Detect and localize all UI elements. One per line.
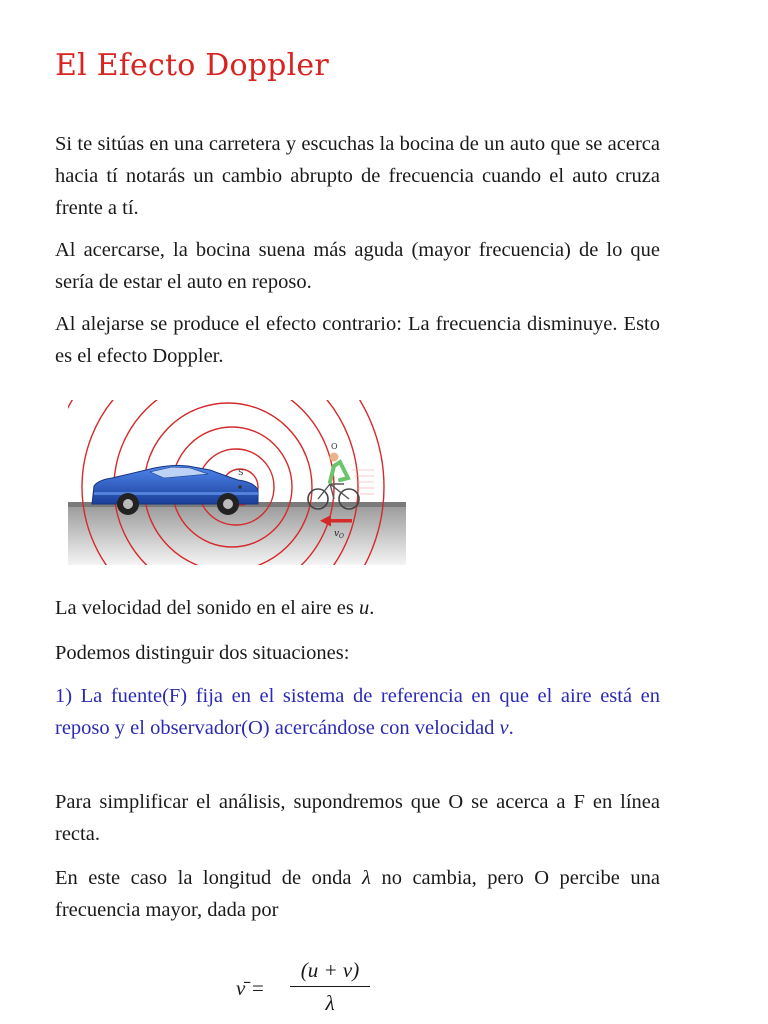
wavelength-text-a: En este caso la longitud de onda [55, 867, 363, 889]
var-u: u [358, 597, 370, 619]
case-1-text: 1) La fuente(F) fija en el sistema de referencia en que el aire está en reposo y el observador(O) acercándose con velocidad [55, 685, 660, 739]
paragraph-situations: Podemos distinguir dos situaciones: [55, 642, 350, 664]
doppler-figure [68, 400, 406, 565]
paragraph-sound-speed [55, 592, 660, 624]
formula-fraction [290, 958, 370, 1016]
var-v: v [499, 717, 509, 739]
formula-denominator: λ [325, 991, 335, 1015]
lambda-symbol: λ [362, 867, 371, 889]
velocity-subscript: O [339, 533, 344, 540]
paragraph-recede: Al alejarse se produce el efecto contrario: La frecuencia disminuye. Esto es el efecto Doppler. [55, 313, 660, 367]
doppler-illustration [68, 400, 406, 565]
sound-speed-text: La velocidad del sonido en el aire es [55, 597, 359, 619]
source-label: S [238, 468, 244, 477]
doppler-formula [236, 958, 436, 1018]
paragraph-simplify: Para simplificar el análisis, supondremos que O se acerca a F en línea recta. [55, 791, 660, 845]
paragraph-approach: Al acercarse, la bocina suena más aguda (mayor frecuencia) de lo que sería de estar el auto en reposo. [55, 239, 660, 293]
paragraph-intro: Si te sitúas en una carretera y escuchas la bocina de un auto que se acerca hacia tí notarás un cambio abrupto de frecuencia cuando el auto cruza frente a tí. [55, 133, 660, 219]
sound-speed-end: . [369, 597, 375, 619]
paragraph-wavelength [55, 862, 660, 926]
paragraph-case-1 [55, 680, 660, 744]
cyclist [308, 453, 374, 510]
wavelength-text-b: no cambia, pero O percibe una frecuencia mayor, dada por [55, 867, 660, 921]
page-title: El Efecto Doppler [55, 48, 329, 83]
observer-label: O [331, 442, 338, 451]
formula-lhs: ν̄ = [236, 976, 265, 1000]
velocity-label: v [334, 529, 340, 539]
source-point [238, 485, 242, 489]
formula-numerator: (u + v) [290, 958, 370, 987]
case-1-end: . [508, 717, 514, 739]
